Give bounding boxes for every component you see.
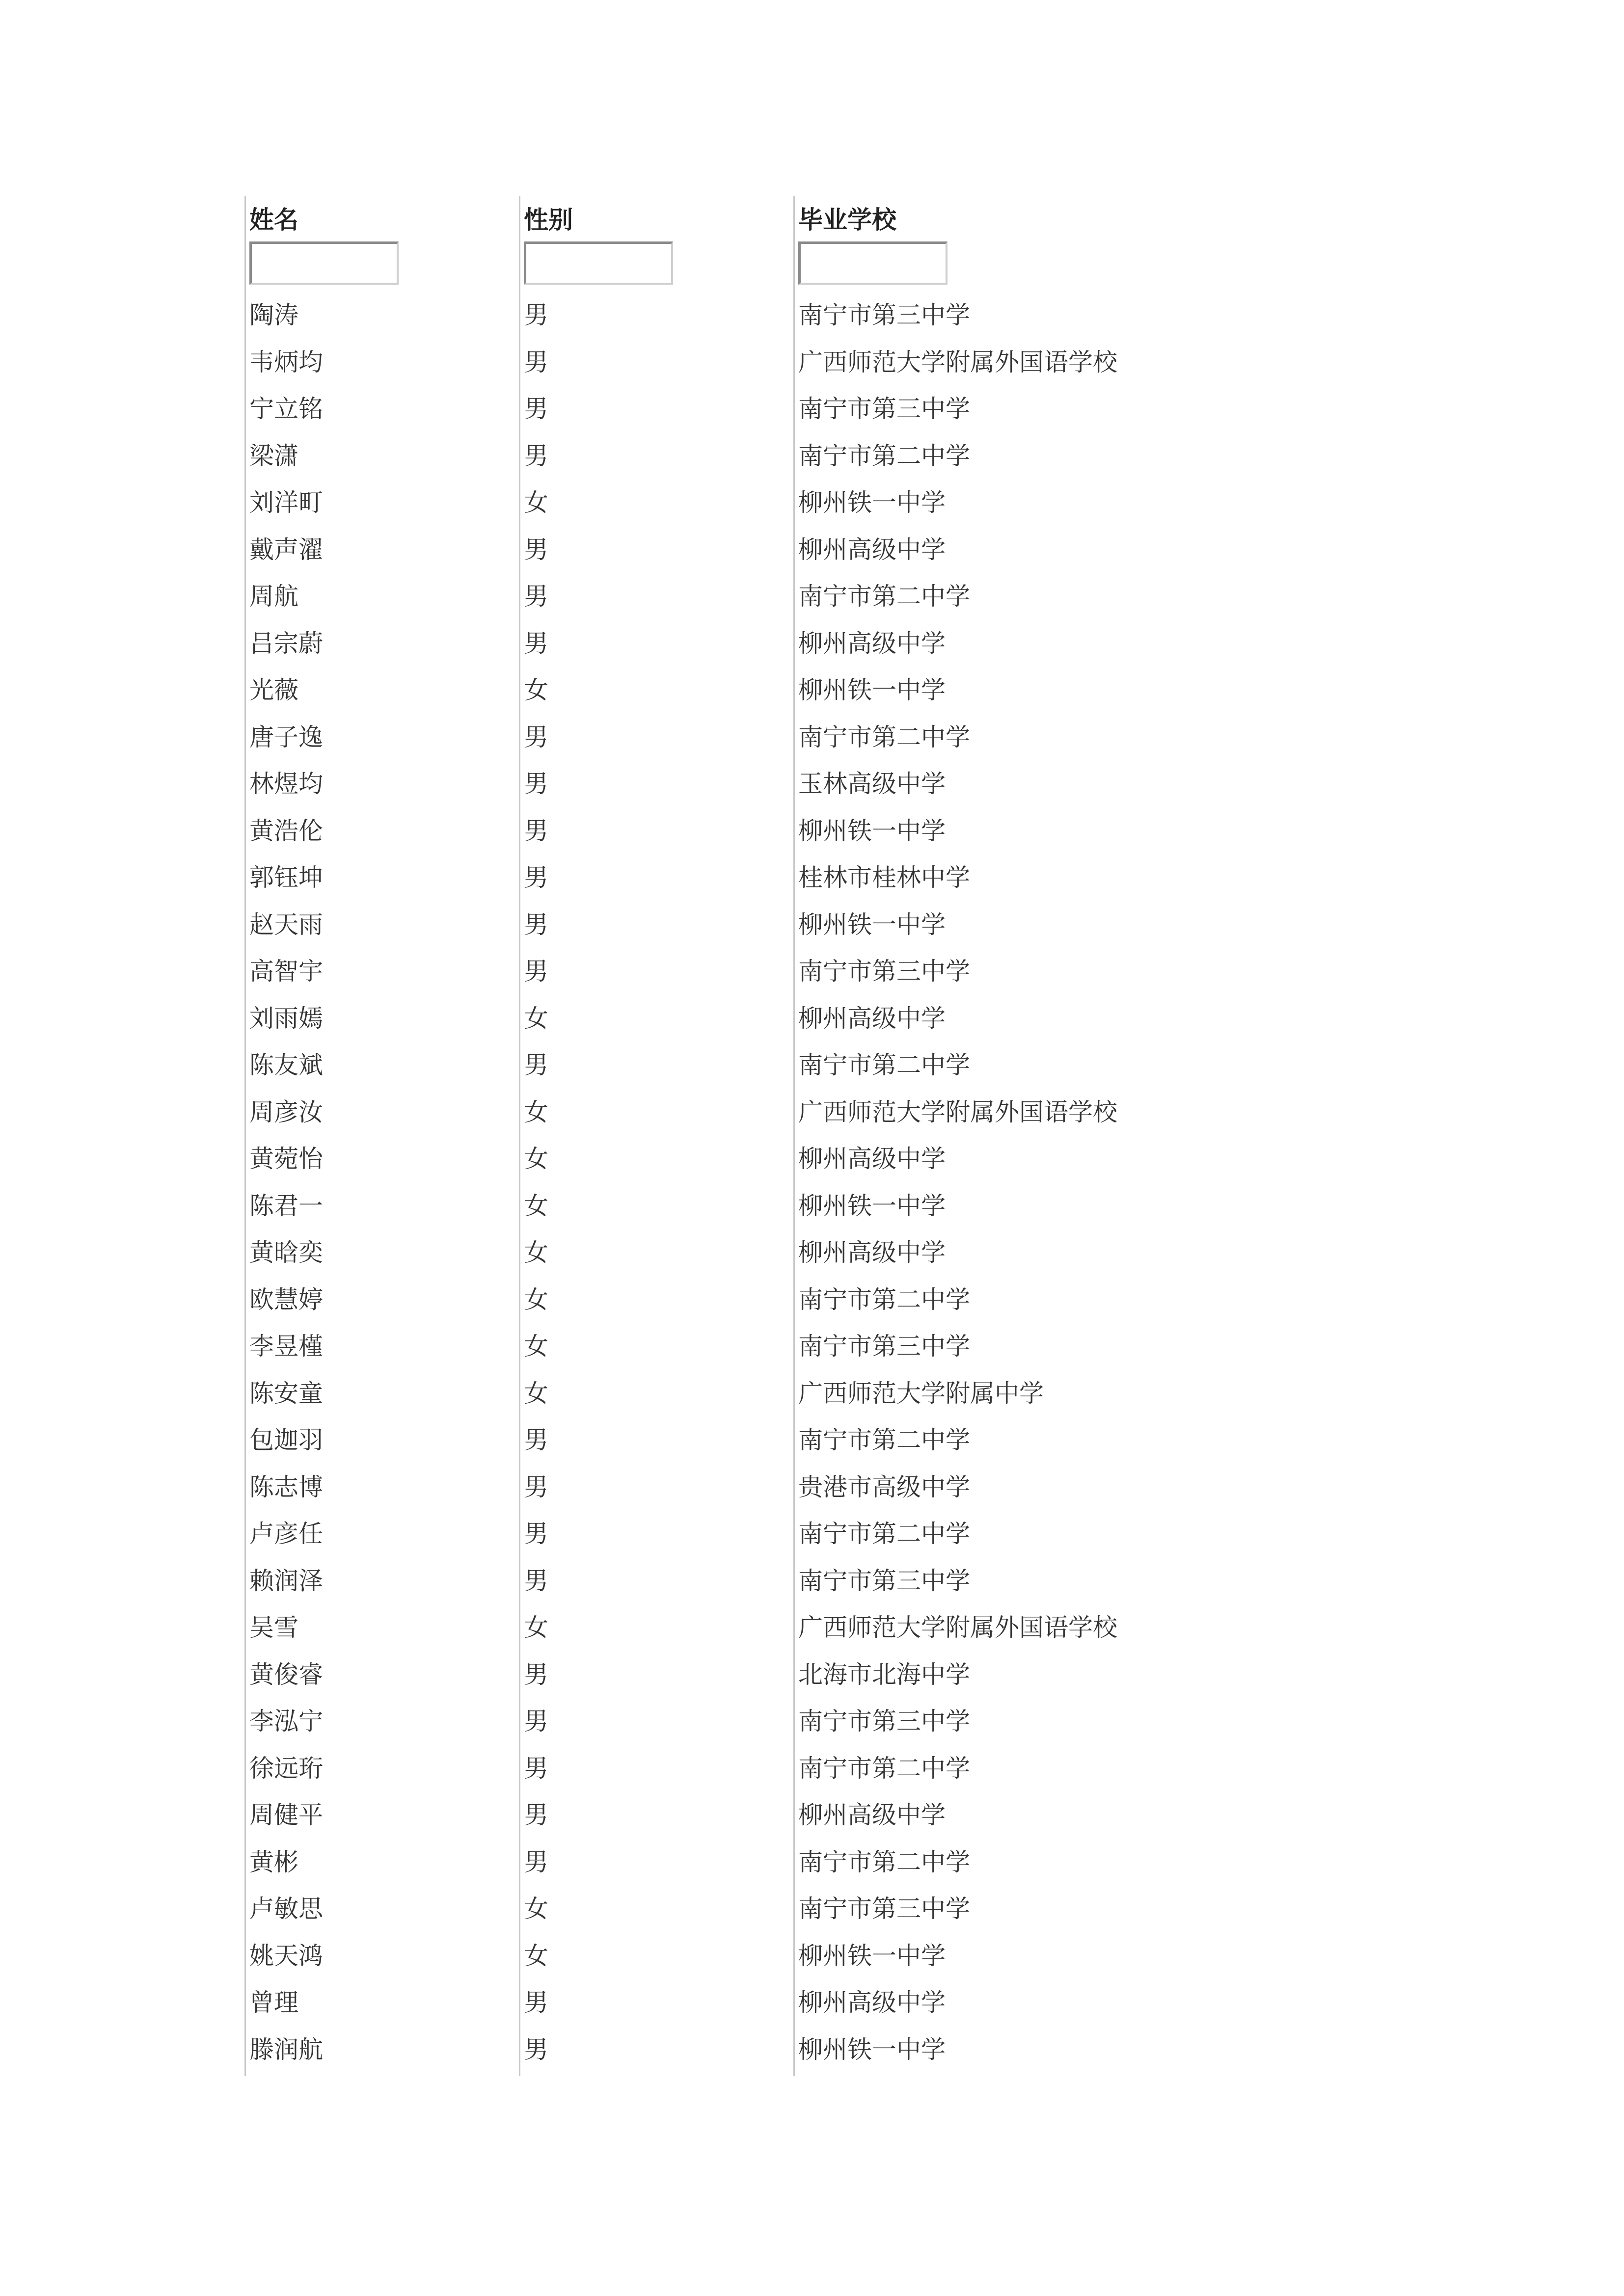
- table-row: [0, 1183, 1624, 1230]
- cell-name: 陈友斌: [249, 1051, 323, 1079]
- cell-school: 柳州高级中学: [798, 1145, 946, 1173]
- cell-name: 林煜均: [249, 770, 323, 798]
- cell-school: 柳州高级中学: [798, 1988, 946, 2017]
- table-row: [0, 620, 1624, 667]
- table-row: [0, 1089, 1624, 1136]
- table-row: [0, 1792, 1624, 1839]
- cell-name: 陶涛: [249, 301, 298, 329]
- cell-gender: 男: [524, 2035, 548, 2064]
- cell-gender: 男: [524, 816, 548, 845]
- cell-school: 北海市北海中学: [798, 1660, 970, 1689]
- cell-school: 南宁市第三中学: [798, 1566, 970, 1595]
- cell-gender: 女: [524, 1145, 548, 1173]
- cell-school: 南宁市第二中学: [798, 1051, 970, 1079]
- cell-gender: 男: [524, 1472, 548, 1501]
- cell-gender: 男: [524, 1707, 548, 1735]
- table-row: [0, 527, 1624, 574]
- header-school: 毕业学校: [798, 206, 896, 234]
- cell-name: 卢彦任: [249, 1520, 323, 1548]
- cell-gender: 女: [524, 676, 548, 704]
- cell-gender: 女: [524, 1285, 548, 1314]
- table-row: [0, 854, 1624, 902]
- cell-gender: 女: [524, 1379, 548, 1408]
- cell-school: 柳州高级中学: [798, 1238, 946, 1267]
- cell-name: 郭钰坤: [249, 863, 323, 892]
- cell-gender: 男: [524, 1754, 548, 1783]
- cell-name: 宁立铭: [249, 395, 323, 423]
- cell-name: 曾理: [249, 1988, 298, 2017]
- cell-school: 南宁市第三中学: [798, 395, 970, 423]
- table-body: [0, 292, 1624, 2073]
- cell-gender: 男: [524, 1566, 548, 1595]
- cell-school: 南宁市第二中学: [798, 1285, 970, 1314]
- cell-gender: 女: [524, 1004, 548, 1033]
- table-row: [0, 1745, 1624, 1792]
- cell-school: 柳州铁一中学: [798, 2035, 946, 2064]
- table-row: [0, 1370, 1624, 1417]
- cell-gender: 男: [524, 629, 548, 658]
- header-name: 姓名: [249, 206, 298, 234]
- cell-gender: 女: [524, 1941, 548, 1970]
- cell-name: 黄彬: [249, 1847, 298, 1876]
- table-row: [0, 386, 1624, 433]
- cell-gender: 男: [524, 863, 548, 892]
- cell-school: 南宁市第二中学: [798, 1754, 970, 1783]
- filter-school-input[interactable]: [798, 241, 947, 285]
- cell-school: 柳州铁一中学: [798, 1191, 946, 1220]
- cell-school: 南宁市第二中学: [798, 582, 970, 611]
- cell-school: 南宁市第三中学: [798, 1332, 970, 1361]
- cell-name: 黄浩伦: [249, 816, 323, 845]
- cell-name: 戴声濯: [249, 535, 323, 564]
- cell-gender: 女: [524, 1191, 548, 1220]
- cell-school: 南宁市第三中学: [798, 957, 970, 986]
- cell-school: 广西师范大学附属外国语学校: [798, 347, 1117, 376]
- cell-name: 赖润泽: [249, 1566, 323, 1595]
- cell-gender: 女: [524, 1895, 548, 1923]
- table-row: [0, 1136, 1624, 1183]
- cell-school: 柳州铁一中学: [798, 910, 946, 939]
- cell-school: 柳州铁一中学: [798, 488, 946, 517]
- table-row: [0, 1933, 1624, 1980]
- cell-gender: 男: [524, 957, 548, 986]
- cell-name: 周彦汝: [249, 1097, 323, 1126]
- cell-school: 南宁市第二中学: [798, 722, 970, 751]
- table-row: [0, 1604, 1624, 1652]
- cell-name: 梁潇: [249, 441, 298, 470]
- cell-name: 黄俊睿: [249, 1660, 323, 1689]
- cell-gender: 女: [524, 1613, 548, 1642]
- cell-name: 包迦羽: [249, 1426, 323, 1454]
- table-row: [0, 1511, 1624, 1558]
- cell-name: 刘洋町: [249, 488, 323, 517]
- table-row: [0, 573, 1624, 620]
- cell-gender: 女: [524, 1238, 548, 1267]
- table-row: [0, 339, 1624, 386]
- cell-gender: 男: [524, 395, 548, 423]
- table-row: [0, 1417, 1624, 1464]
- cell-name: 赵天雨: [249, 910, 323, 939]
- table-row: [0, 1698, 1624, 1745]
- cell-school: 广西师范大学附属外国语学校: [798, 1613, 1117, 1642]
- cell-school: 贵港市高级中学: [798, 1472, 970, 1501]
- table-row: [0, 667, 1624, 714]
- cell-school: 南宁市第二中学: [798, 1520, 970, 1548]
- cell-school: 广西师范大学附属中学: [798, 1379, 1044, 1408]
- table-row: [0, 808, 1624, 855]
- table-row: [0, 1839, 1624, 1886]
- cell-school: 南宁市第三中学: [798, 1895, 970, 1923]
- cell-name: 陈安童: [249, 1379, 323, 1408]
- table-row: [0, 1979, 1624, 2027]
- table-row: [0, 1652, 1624, 1699]
- cell-gender: 男: [524, 722, 548, 751]
- cell-gender: 男: [524, 441, 548, 470]
- cell-gender: 女: [524, 1097, 548, 1126]
- table-row: [0, 902, 1624, 949]
- cell-gender: 男: [524, 535, 548, 564]
- cell-gender: 女: [524, 488, 548, 517]
- cell-name: 吕宗蔚: [249, 629, 323, 658]
- cell-school: 柳州高级中学: [798, 629, 946, 658]
- cell-name: 光薇: [249, 676, 298, 704]
- table-row: [0, 292, 1624, 339]
- cell-name: 高智宇: [249, 957, 323, 986]
- cell-school: 南宁市第三中学: [798, 1707, 970, 1735]
- table-row: [0, 1886, 1624, 1933]
- cell-gender: 男: [524, 1426, 548, 1454]
- table-row: [0, 433, 1624, 480]
- cell-school: 广西师范大学附属外国语学校: [798, 1097, 1117, 1126]
- cell-school: 南宁市第二中学: [798, 441, 970, 470]
- cell-name: 李昱槿: [249, 1332, 323, 1361]
- cell-school: 柳州铁一中学: [798, 1941, 946, 1970]
- cell-name: 陈志博: [249, 1472, 323, 1501]
- cell-gender: 男: [524, 347, 548, 376]
- cell-gender: 男: [524, 910, 548, 939]
- cell-name: 刘雨嫣: [249, 1004, 323, 1033]
- cell-gender: 男: [524, 1660, 548, 1689]
- cell-gender: 男: [524, 1801, 548, 1829]
- cell-name: 周航: [249, 582, 298, 611]
- cell-school: 南宁市第二中学: [798, 1847, 970, 1876]
- table-row: [0, 995, 1624, 1042]
- cell-school: 柳州铁一中学: [798, 816, 946, 845]
- table-row: [0, 761, 1624, 808]
- cell-gender: 男: [524, 582, 548, 611]
- cell-name: 卢敏思: [249, 1895, 323, 1923]
- table-row: [0, 948, 1624, 995]
- cell-name: 黄晗奕: [249, 1238, 323, 1267]
- filter-gender-input[interactable]: [524, 241, 673, 285]
- cell-school: 桂林市桂林中学: [798, 863, 970, 892]
- cell-gender: 女: [524, 1332, 548, 1361]
- cell-name: 徐远珩: [249, 1754, 323, 1783]
- cell-name: 周健平: [249, 1801, 323, 1829]
- cell-school: 玉林高级中学: [798, 770, 946, 798]
- cell-gender: 男: [524, 1847, 548, 1876]
- cell-school: 柳州高级中学: [798, 1801, 946, 1829]
- table-row: [0, 1277, 1624, 1324]
- cell-name: 滕润航: [249, 2035, 323, 2064]
- filter-name-input[interactable]: [249, 241, 399, 285]
- table-row: [0, 1042, 1624, 1089]
- cell-school: 柳州高级中学: [798, 1004, 946, 1033]
- cell-name: 韦炳均: [249, 347, 323, 376]
- cell-name: 黄菀怡: [249, 1145, 323, 1173]
- cell-gender: 男: [524, 770, 548, 798]
- cell-gender: 男: [524, 301, 548, 329]
- cell-name: 李泓宁: [249, 1707, 323, 1735]
- table-row: [0, 1464, 1624, 1511]
- header-gender: 性别: [524, 206, 573, 234]
- table-row: [0, 480, 1624, 527]
- table-row: [0, 1558, 1624, 1605]
- cell-school: 南宁市第二中学: [798, 1426, 970, 1454]
- table-row: [0, 2027, 1624, 2074]
- cell-school: 柳州铁一中学: [798, 676, 946, 704]
- table-row: [0, 1323, 1624, 1370]
- cell-gender: 男: [524, 1051, 548, 1079]
- cell-name: 唐子逸: [249, 722, 323, 751]
- cell-gender: 男: [524, 1520, 548, 1548]
- cell-school: 柳州高级中学: [798, 535, 946, 564]
- table-row: [0, 1229, 1624, 1277]
- cell-name: 吴雪: [249, 1613, 298, 1642]
- cell-gender: 男: [524, 1988, 548, 2017]
- cell-name: 姚天鸿: [249, 1941, 323, 1970]
- cell-school: 南宁市第三中学: [798, 301, 970, 329]
- cell-name: 欧慧婷: [249, 1285, 323, 1314]
- cell-name: 陈君一: [249, 1191, 323, 1220]
- table-row: [0, 714, 1624, 761]
